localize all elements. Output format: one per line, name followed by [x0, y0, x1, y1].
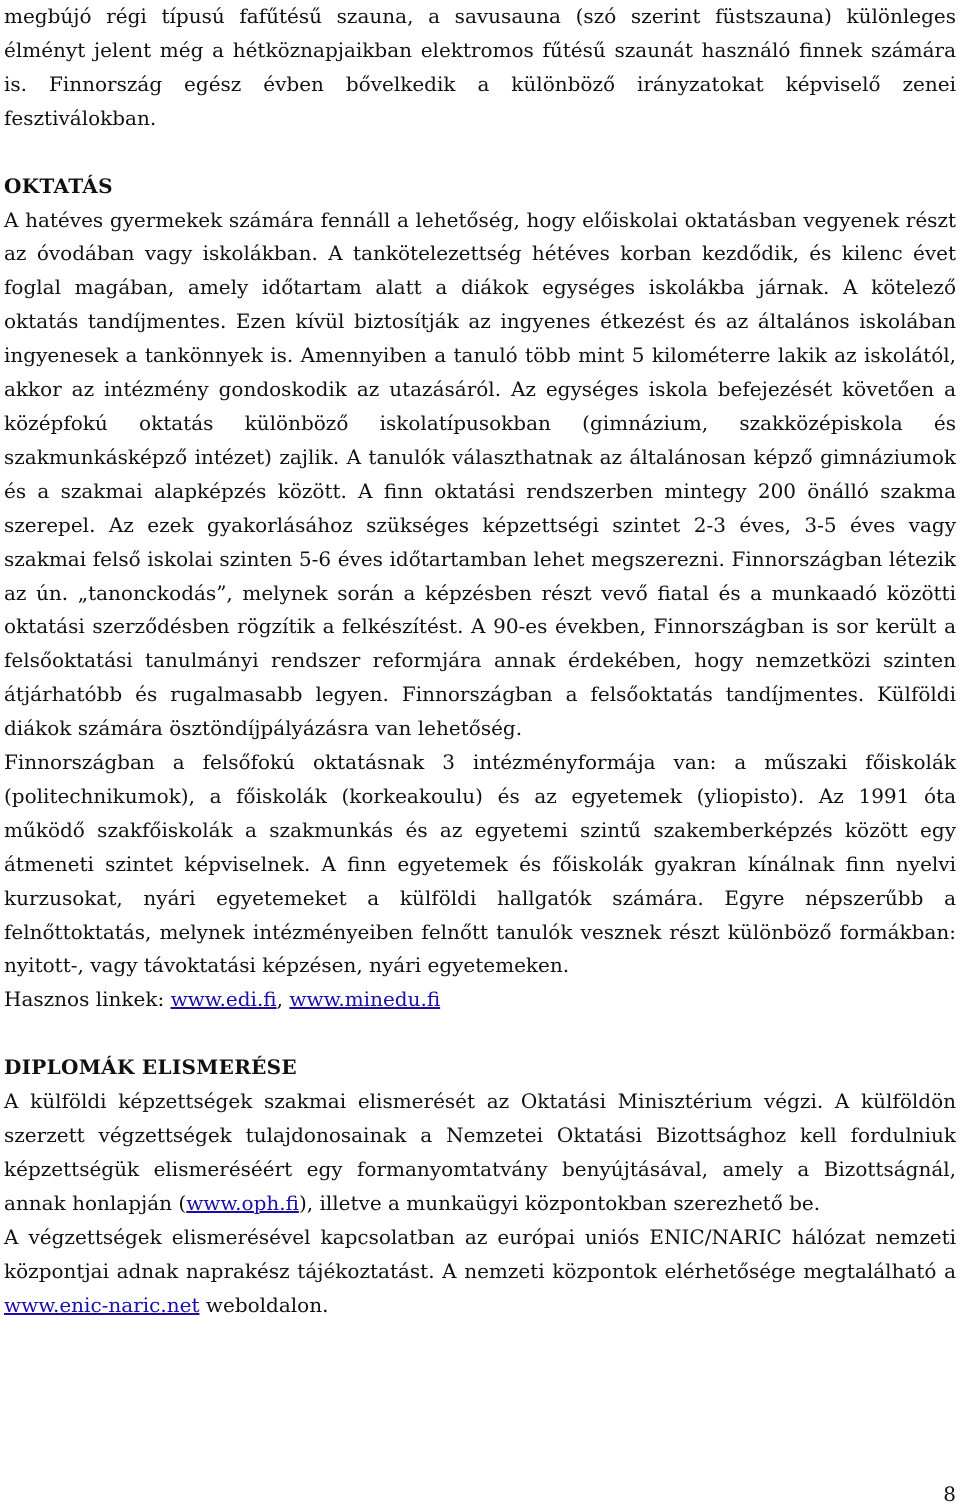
diplomak-p1-text-before: A külföldi képzettségek szakmai elismerését az Oktatási Minisztérium végzi. A külföldön szerzett végzettségek tulajdonosainak a Nemzetei Oktatási Bizottsághoz kell fordulniuk képzettségük elismeréséért egy formanyomtatvány benyújtásával, amely a Bizottságnál, annak honlapján ( — [4, 1089, 956, 1215]
diplomak-p2-text-after: weboldalon. — [205, 1292, 329, 1317]
section-heading-diplomak: DIPLOMÁK ELISMERÉSE — [4, 1055, 297, 1080]
link-separator: , — [276, 987, 283, 1012]
link-enic-naric[interactable]: www.enic-naric.net — [4, 1292, 200, 1317]
link-edi[interactable]: www.edi.fi — [170, 987, 277, 1012]
diplomak-paragraph-1 — [4, 1085, 956, 1221]
section-heading-oktatas: OKTATÁS — [4, 173, 113, 198]
diplomak-paragraph-2 — [4, 1221, 956, 1323]
diplomak-p2-text-before: A végzettségek elismerésével kapcsolatban az európai uniós ENIC/NARIC hálózat nemzeti központjai adnak naprakész tájékoztatást. A nemzeti központok elérhetősége megtalálható a — [4, 1224, 956, 1283]
useful-links-line — [4, 983, 956, 1017]
page-number: 8 — [943, 1482, 956, 1506]
link-minedu[interactable]: www.minedu.fi — [289, 987, 441, 1012]
intro-paragraph: megbújó régi típusú fafűtésű szauna, a savusauna (szó szerint füstszauna) különleges élményt jelent még a hétköznapjaikban elektromos fűtésű szaunát használó finnek számára is. Finnország egész évben bővelkedik a különböző irányzatokat képviselő zenei fesztiválokban. — [4, 4, 956, 130]
useful-links-label: Hasznos linkek: — [4, 987, 165, 1012]
document-page — [4, 0, 956, 1323]
diplomak-p1-text-after: ), illetve a munkaügyi központokban szerezhető be. — [298, 1190, 821, 1215]
oktatas-paragraph-2: Finnországban a felsőfokú oktatásnak 3 intézményformája van: a műszaki főiskolák (politechnikumok), a főiskolák (korkeakoulu) és az egyetemek (yliopisto). Az 1991 óta működő szakfőiskolák a szakmunkás és az egyetemi szintű szakemberképzés között egy átmeneti szintet képviselnek. A finn egyetemek és főiskolák gyakran kínálnak finn nyelvi kurzusokat, nyári egyetemeket a külföldi hallgatók számára. Egyre népszerűbb a felnőttoktatás, melynek intézményeiben felnőtt tanulók vesznek részt különböző formákban: nyitott-, vagy távoktatási képzésen, nyári egyetemeken. — [4, 750, 956, 978]
oktatas-paragraph-1: A hatéves gyermekek számára fennáll a lehetőség, hogy előiskolai oktatásban vegyenek részt az óvodában vagy iskolákban. A tankötelezettség hétéves korban kezdődik, és kilenc évet foglal magában, amely időtartam alatt a diákok egységes iskolákba járnak. A kötelező oktatás tandíjmentes. Ezen kívül biztosítják az ingyenes étkezést és az általános iskolában ingyenesek a tankönnyek is. Amennyiben a tanuló több mint 5 kilométerre lakik az iskolától, akkor az intézmény gondoskodik az utazásáról. Az egységes iskola befejezését követően a középfokú oktatás különböző iskolatípusokban (gimnázium, szakközépiskola és szakmunkásképző intézet) zajlik. A tanulók választhatnak az általánosan képző gimnáziumok és a szakmai alapképzés között. A finn oktatási rendszerben mintegy 200 önálló szakma szerepel. Az ezek gyakorlásához szükséges képzettségi szintet 2-3 éves, 3-5 éves vagy szakmai felső iskolai szinten 5-6 éves időtartamban lehet megszerezni. Finnországban létezik az ún. „tanonckodás”, melynek során a képzésben részt vevő fiatal és a munkaadó közötti oktatási szerződésben rögzítik a felkészítést. A 90-es években, Finnországban is sor került a felsőoktatási tanulmányi rendszer reformjára annak érdekében, hogy nemzetközi szinten átjárhatóbb és rugalmasabb legyen. Finnországban a felsőoktatás tandíjmentes. Külföldi diákok számára ösztöndíjpályázásra van lehetőség. — [4, 207, 956, 741]
link-oph[interactable]: www.oph.fi — [186, 1190, 299, 1215]
